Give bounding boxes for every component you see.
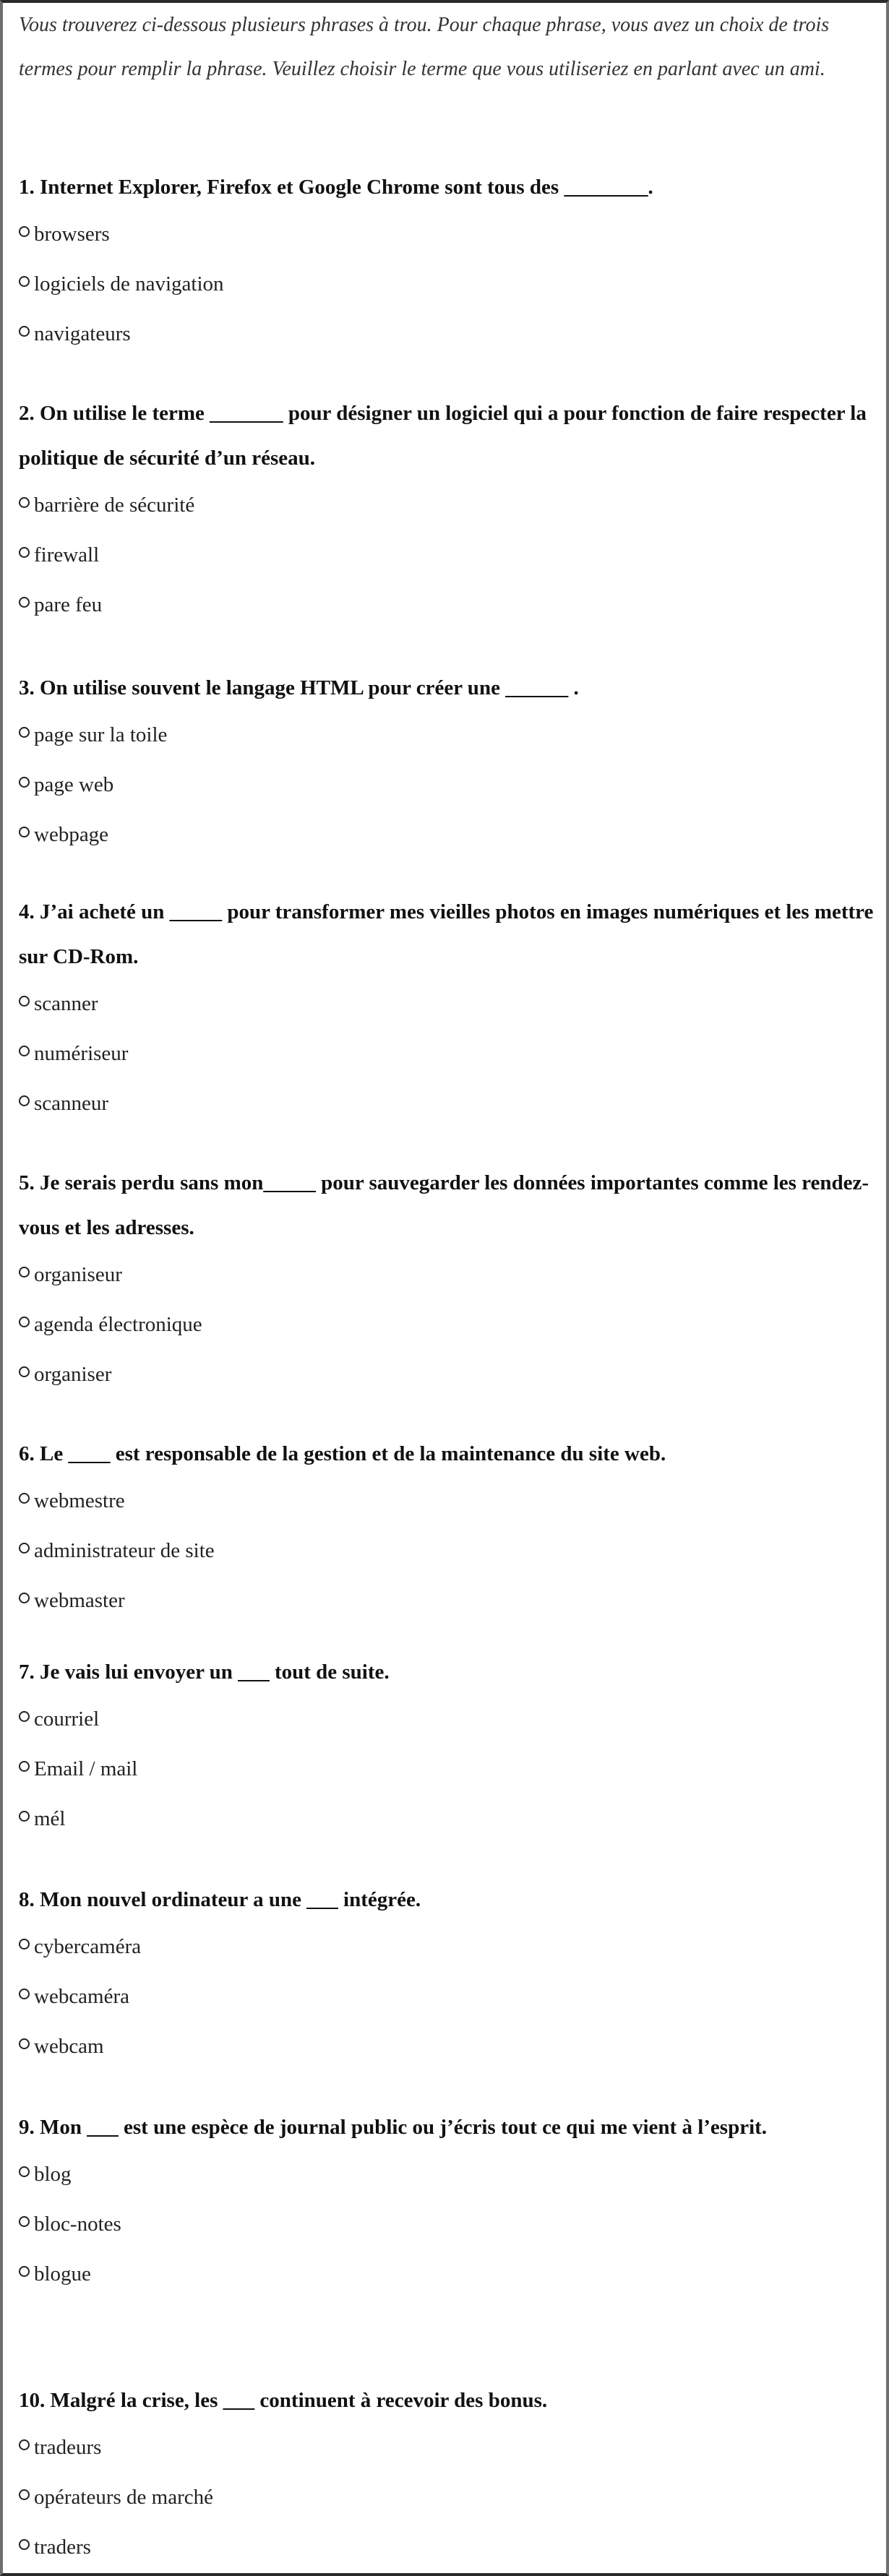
option-label[interactable]: scanner	[34, 992, 98, 1015]
radio-option[interactable]	[19, 530, 879, 580]
option-label[interactable]: scanneur	[34, 1092, 109, 1115]
question-number: 5.	[19, 1171, 35, 1194]
question-8-options	[19, 1922, 879, 2072]
option-label[interactable]: organiser	[34, 1363, 112, 1386]
question-text-before: J’ai acheté un	[40, 900, 170, 923]
radio-button-icon[interactable]	[19, 1989, 30, 1999]
blank-underline: ___	[87, 2116, 119, 2139]
radio-option[interactable]	[19, 710, 879, 760]
question-number: 7.	[19, 1660, 35, 1684]
radio-button-icon[interactable]	[19, 2166, 30, 2177]
option-label[interactable]: firewall	[34, 543, 100, 567]
question-10	[19, 2378, 879, 2572]
question-text-after: pour sauvegarder les données importantes comme les rendez-vous et les adresses.	[19, 1171, 869, 1239]
blank-underline: ____	[68, 1442, 111, 1465]
question-1	[19, 165, 879, 359]
radio-option[interactable]	[19, 760, 879, 810]
option-label[interactable]: page web	[34, 773, 114, 796]
radio-button-icon[interactable]	[19, 1267, 30, 1278]
radio-option[interactable]	[19, 2523, 879, 2572]
radio-button-icon[interactable]	[19, 2038, 30, 2049]
option-label[interactable]: blog	[34, 2163, 72, 2186]
question-5	[19, 1160, 879, 1400]
radio-button-icon[interactable]	[19, 2216, 30, 2227]
radio-button-icon[interactable]	[19, 1543, 30, 1554]
option-label[interactable]: traders	[34, 2536, 91, 2559]
radio-option[interactable]	[19, 1922, 879, 1972]
question-7	[19, 1650, 879, 1844]
blank-underline: ___	[306, 1888, 338, 1911]
question-7-options	[19, 1694, 879, 1844]
question-text-before: Le	[40, 1442, 69, 1465]
radio-button-icon[interactable]	[19, 2489, 30, 2500]
radio-button-icon[interactable]	[19, 226, 30, 237]
question-10-options	[19, 2423, 879, 2572]
question-5-options	[19, 1250, 879, 1400]
question-4-text	[19, 889, 879, 979]
question-number: 2.	[19, 402, 35, 425]
radio-option[interactable]	[19, 1350, 879, 1400]
radio-option[interactable]	[19, 481, 879, 530]
radio-button-icon[interactable]	[19, 2539, 30, 2550]
radio-option[interactable]	[19, 1300, 879, 1350]
radio-button-icon[interactable]	[19, 1366, 30, 1377]
option-label[interactable]: page sur la toile	[34, 723, 168, 746]
question-text-before: Je serais perdu sans mon	[40, 1171, 264, 1194]
question-text-before: Mon	[40, 2116, 87, 2139]
option-label[interactable]: webmaster	[34, 1589, 125, 1612]
option-label[interactable]: bloc-notes	[34, 2213, 121, 2236]
question-3-text	[19, 665, 879, 710]
question-6-options	[19, 1476, 879, 1626]
radio-option[interactable]	[19, 1079, 879, 1129]
radio-option[interactable]	[19, 1526, 879, 1576]
blank-underline: _____	[169, 900, 223, 923]
blank-underline: _____	[263, 1171, 316, 1194]
option-label[interactable]: browsers	[34, 223, 110, 246]
question-9-text	[19, 2105, 879, 2150]
question-text-before: Malgré la crise, les	[50, 2389, 223, 2412]
radio-button-icon[interactable]	[19, 1317, 30, 1327]
radio-option[interactable]	[19, 979, 879, 1029]
radio-option[interactable]	[19, 2150, 879, 2200]
question-2-text	[19, 391, 879, 481]
question-text-before: On utilise le terme	[40, 402, 210, 425]
blank-underline: _______	[210, 402, 283, 425]
option-label[interactable]: navigateurs	[34, 322, 131, 345]
option-label[interactable]: logiciels de navigation	[34, 272, 224, 296]
radio-button-icon[interactable]	[19, 1593, 30, 1603]
question-8-text	[19, 1877, 879, 1922]
radio-button-icon[interactable]	[19, 597, 30, 608]
option-label[interactable]: opérateurs de marché	[34, 2486, 213, 2509]
question-text-after: .	[568, 676, 579, 699]
question-9-options	[19, 2150, 879, 2299]
radio-button-icon[interactable]	[19, 2439, 30, 2450]
option-label[interactable]: Email / mail	[34, 1757, 138, 1780]
question-text-after: tout de suite.	[269, 1660, 390, 1684]
radio-button-icon[interactable]	[19, 1761, 30, 1772]
question-number: 6.	[19, 1442, 35, 1465]
radio-option[interactable]	[19, 580, 879, 630]
radio-button-icon[interactable]	[19, 1711, 30, 1722]
radio-button-icon[interactable]	[19, 276, 30, 287]
radio-button-icon[interactable]	[19, 547, 30, 558]
radio-option[interactable]	[19, 1794, 879, 1844]
option-label[interactable]: administrateur de site	[34, 1539, 215, 1562]
radio-option[interactable]	[19, 2022, 879, 2072]
blank-underline: ___	[223, 2389, 255, 2412]
question-2-options	[19, 481, 879, 630]
option-label[interactable]: barrière de sécurité	[34, 494, 195, 517]
question-text-after: intégrée.	[338, 1888, 421, 1911]
radio-option[interactable]	[19, 2423, 879, 2473]
question-text-after: est responsable de la gestion et de la maintenance du site web.	[110, 1442, 666, 1465]
option-label[interactable]: webpage	[34, 823, 109, 846]
option-label[interactable]: cybercaméra	[34, 1935, 142, 1958]
question-text-after: continuent à recevoir des bonus.	[254, 2389, 548, 2412]
question-number: 10.	[19, 2389, 46, 2412]
blank-underline: ________	[564, 176, 648, 199]
option-label[interactable]: agenda électronique	[34, 1313, 202, 1336]
radio-option[interactable]	[19, 1694, 879, 1744]
radio-option[interactable]	[19, 1972, 879, 2022]
question-6	[19, 1431, 879, 1626]
question-number: 1.	[19, 176, 35, 199]
question-text-after: pour transformer mes vieilles photos en images numériques et les mettre sur CD-Rom.	[19, 900, 874, 968]
option-label[interactable]: courriel	[34, 1707, 100, 1731]
radio-option[interactable]	[19, 1250, 879, 1300]
option-label[interactable]: tradeurs	[34, 2436, 102, 2459]
option-label[interactable]: numériseur	[34, 1042, 129, 1065]
radio-option[interactable]	[19, 259, 879, 309]
question-4	[19, 889, 879, 1129]
question-text-before: On utilise souvent le langage HTML pour créer une	[40, 676, 506, 699]
radio-option[interactable]	[19, 309, 879, 359]
question-1-options	[19, 210, 879, 359]
radio-option[interactable]	[19, 1576, 879, 1626]
option-label[interactable]: webcam	[34, 2035, 104, 2058]
question-9	[19, 2105, 879, 2299]
question-10-text	[19, 2378, 879, 2423]
option-label[interactable]: mél	[34, 1807, 66, 1830]
question-6-text	[19, 1431, 879, 1476]
radio-button-icon[interactable]	[19, 996, 30, 1007]
question-number: 8.	[19, 1888, 35, 1911]
question-3-options	[19, 710, 879, 860]
question-text-before: Je vais lui envoyer un	[40, 1660, 239, 1684]
question-8	[19, 1877, 879, 2072]
radio-button-icon[interactable]	[19, 2266, 30, 2277]
radio-option[interactable]	[19, 2200, 879, 2249]
blank-underline: ______	[505, 676, 569, 699]
radio-option[interactable]	[19, 1476, 879, 1526]
question-text-after: pour désigner un logiciel qui a pour fonction de faire respecter la politique de sécurité d’un réseau.	[19, 402, 867, 470]
question-3	[19, 665, 879, 860]
question-number: 3.	[19, 676, 35, 699]
question-text-after: est une espèce de journal public ou j’écris tout ce qui me vient à l’esprit.	[118, 2116, 768, 2139]
radio-button-icon[interactable]	[19, 727, 30, 738]
option-label[interactable]: webmestre	[34, 1489, 125, 1512]
radio-button-icon[interactable]	[19, 1939, 30, 1950]
radio-option[interactable]	[19, 2249, 879, 2299]
radio-option[interactable]	[19, 1029, 879, 1079]
radio-button-icon[interactable]	[19, 326, 30, 337]
question-number: 9.	[19, 2116, 35, 2139]
question-1-text	[19, 165, 879, 210]
radio-option[interactable]	[19, 2473, 879, 2523]
option-label[interactable]: webcaméra	[34, 1985, 130, 2008]
radio-button-icon[interactable]	[19, 827, 30, 837]
question-5-text	[19, 1160, 879, 1250]
radio-button-icon[interactable]	[19, 1095, 30, 1106]
option-label[interactable]: organiseur	[34, 1263, 122, 1286]
question-2	[19, 391, 879, 630]
question-text-before: Mon nouvel ordinateur a une	[40, 1888, 307, 1911]
question-text-after: .	[648, 176, 653, 199]
radio-option[interactable]	[19, 810, 879, 860]
option-label[interactable]: pare feu	[34, 593, 103, 616]
radio-button-icon[interactable]	[19, 1046, 30, 1056]
radio-option[interactable]	[19, 1744, 879, 1794]
radio-button-icon[interactable]	[19, 1493, 30, 1504]
radio-button-icon[interactable]	[19, 777, 30, 788]
question-4-options	[19, 979, 879, 1129]
question-text-before: Internet Explorer, Firefox et Google Chrome sont tous des	[40, 176, 564, 199]
question-number: 4.	[19, 900, 35, 923]
instructions-text: Vous trouverez ci-dessous plusieurs phrases à trou. Pour chaque phrase, vous avez un choix de trois termes pour remplir la phrase. Veuillez choisir le terme que vous utiliseriez en parlant avec un ami.	[19, 14, 830, 80]
blank-underline: ___	[238, 1660, 270, 1684]
radio-button-icon[interactable]	[19, 497, 30, 508]
option-label[interactable]: blogue	[34, 2262, 91, 2286]
radio-option[interactable]	[19, 210, 879, 259]
radio-button-icon[interactable]	[19, 1811, 30, 1822]
question-7-text	[19, 1650, 879, 1694]
